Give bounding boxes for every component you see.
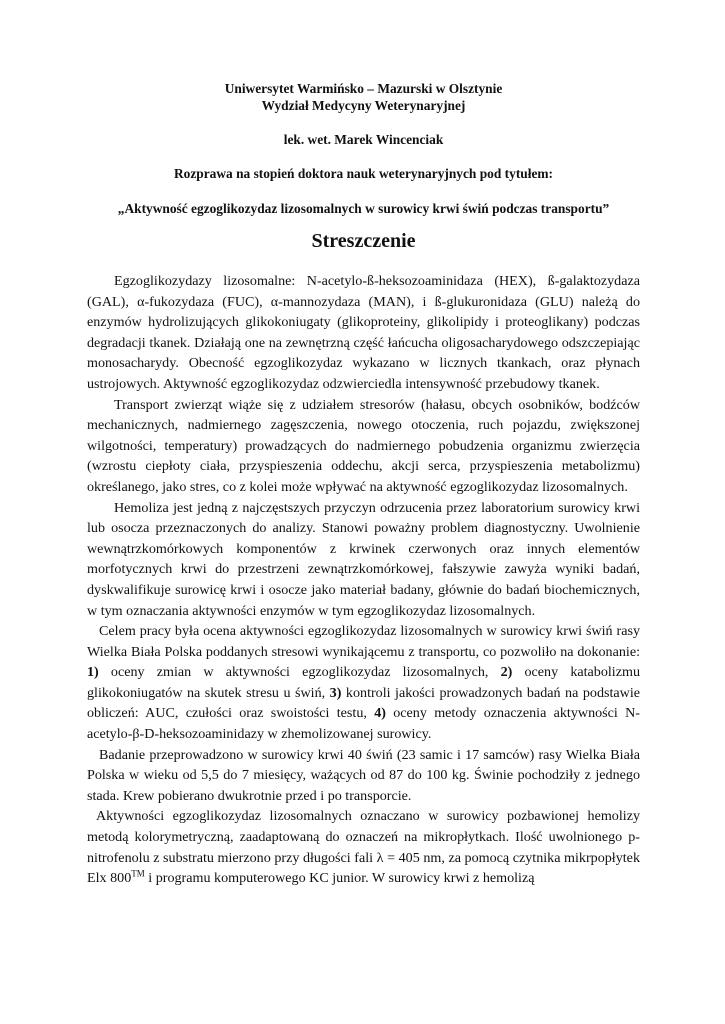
- faculty-name: Wydział Medycyny Weterynaryjnej: [261, 98, 466, 113]
- methods-text: Aktywności egzoglikozydaz lizosomalnych oznaczano w surowicy pozbawionej hemolizy metodą kolorymetryczną, zaadaptowaną do oznaczeń na mikropłytkach. Ilość uwolnionego p-nitrofenolu z substratu mierzono przy długości fali λ = 405 nm, za pomocą czytnika mikrpopłytek Elx 800: [87, 808, 640, 887]
- institution-name: Uniwersytet Warmińsko – Mazurski w Olsztynie: [224, 81, 503, 96]
- aims-intro: Celem pracy była ocena aktywności egzoglikozydaz lizosomalnych w surowicy krwi świń rasy Wielka Biała Polska poddanych stresowi wynikającemu z transportu, co pozwoliło na dokonanie:: [87, 623, 640, 660]
- methods-text-cont: i programu komputerowego KC junior. W surowicy krwi z hemolizą: [144, 870, 535, 887]
- aim-text-2: oceny katabolizmu glikokoniugatów na skutek stresu u świń,: [87, 664, 640, 701]
- paragraph-transport: Transport zwierząt wiąże się z udziałem stresorów (hałasu, obcych osobników, bodźców mechanicznych, nadmiernego zagęszczenia, nowego otoczenia, ruch pojazdu, zwiększonej wilgotności, temperatury) prowadzących do nadmiernego pobudzenia organizmu zwierzęcia (wzrostu ciepłoty ciała, przyspieszenia oddechu, akcji serca, przyspieszenia metabolizmu) określanego, jako stres, co z kolei może wpływać na aktywność egzoglikozydaz lizosomalnych.: [87, 396, 640, 495]
- thesis-title: „Aktywność egzoglikozydaz lizosomalnych w surowicy krwi świń podczas transportu”: [117, 201, 610, 216]
- aim-number-4: 4): [374, 705, 386, 722]
- aim-text-1: oceny zmian w aktywności egzoglikozydaz lizosomalnych,: [110, 664, 489, 681]
- abstract-body: [87, 271, 640, 889]
- section-title: Streszczenie: [311, 230, 416, 252]
- aim-text-3: kontroli jakości prowadzonych badań na podstawie obliczeń: AUC, czułości oraz swoistości testu,: [87, 684, 641, 722]
- aim-number-3: 3): [329, 684, 342, 701]
- paragraph-hemolysis: Hemoliza jest jedną z najczęstszych przyczyn odrzucenia przez laboratorium surowicy krwi lub osocza przeznaczonych do analizy. Stanowi poważny problem diagnostyczny. Uwolnienie wewnątrzkomórkowych komponentów z krwinek czerwonych oraz innych elementów morfotycznych krwi do przestrzeni zewnątrzkomórkowej, fałszywie zawyża wyniki badań, dyskwalifikuje surowicę krwi i osocze jako materiał badany, głównie do badań biochemicznych, w tym oznaczania aktywności enzymów w tym egzoglikozydaz lizosomalnych.: [87, 499, 640, 619]
- document-page: [87, 80, 640, 889]
- paragraph-aims: [87, 621, 640, 745]
- author-name: lek. wet. Marek Wincenciak: [283, 132, 444, 147]
- aim-text-4: oceny metody oznaczenia aktywności N-acetylo-β-D-heksozoaminidazy w zhemolizowanej surowicy.: [87, 705, 640, 743]
- paragraph-methods: [87, 806, 640, 888]
- aim-number-2: 2): [500, 664, 513, 681]
- paragraph-enzymes: Egzoglikozydazy lizosomalne: N-acetylo-ß-heksozoaminidaza (HEX), ß-galaktozydaza (GAL), α-fukozydaza (FUC), α-mannozydaza (MAN), i ß-glukuronidaza (GLU) należą do enzymów hydrolizujących glikokoniugaty (glikoproteiny, glikolipidy i proteoglikany) podczas degradacji tkanek. Działają one na zewnętrzną część łańcucha oligosacharydowego odszczepiając monosacharydy. Obecność egzoglikozydaz wykazano w licznych tkankach, oraz płynach ustrojowych. Aktywność egzoglikozydaz odzwierciedla intensywność przebudowy tkanek.: [87, 273, 640, 392]
- aim-number-1: 1): [87, 664, 99, 681]
- thesis-line: Rozprawa na stopień doktora nauk weterynaryjnych pod tytułem:: [173, 166, 554, 181]
- trademark-sup: TM: [131, 868, 145, 879]
- paragraph-study: Badanie przeprowadzono w surowicy krwi 40 świń (23 samic i 17 samców) rasy Wielka Biała Polska w wieku od 5,5 do 7 miesięcy, ważących od 87 do 100 kg. Świnie pochodziły z jednego stada. Krew pobierano dwukrotnie przed i po transporcie.: [87, 746, 640, 804]
